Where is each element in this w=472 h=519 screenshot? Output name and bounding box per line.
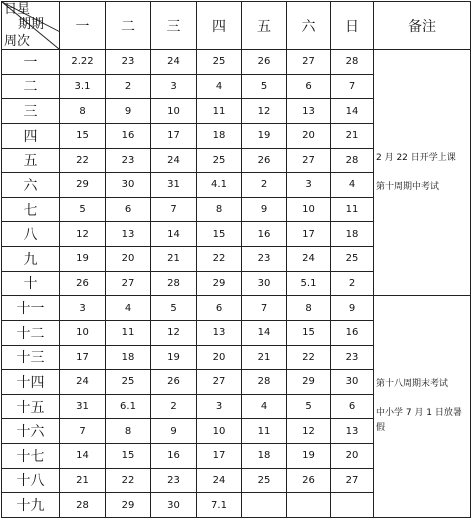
date-cell: 22 (60, 148, 106, 173)
week-number-cell: 二 (2, 74, 60, 99)
date-cell: 2 (331, 271, 374, 296)
date-cell: 9 (151, 419, 197, 444)
day-header: 四 (197, 2, 242, 50)
date-cell: 13 (106, 222, 151, 247)
date-cell: 29 (287, 370, 331, 395)
date-cell: 20 (287, 123, 331, 148)
remarks-header: 备注 (374, 2, 471, 50)
week-number-cell: 三 (2, 99, 60, 124)
date-cell: 15 (287, 320, 331, 345)
remarks-cell (374, 50, 471, 296)
date-cell: 9 (106, 99, 151, 124)
date-cell: 23 (151, 468, 197, 493)
date-cell: 18 (331, 222, 374, 247)
date-cell: 23 (106, 50, 151, 75)
header-row (2, 2, 471, 50)
date-cell (331, 493, 374, 518)
week-number-cell: 十三 (2, 345, 60, 370)
date-cell: 11 (106, 320, 151, 345)
date-cell: 28 (331, 50, 374, 75)
date-cell: 24 (287, 247, 331, 272)
date-cell: 6 (331, 394, 374, 419)
date-cell: 23 (331, 345, 374, 370)
date-cell: 27 (106, 271, 151, 296)
date-cell: 29 (106, 493, 151, 518)
date-cell: 8 (287, 296, 331, 321)
date-cell: 24 (197, 468, 242, 493)
date-cell: 30 (331, 370, 374, 395)
date-cell: 29 (60, 173, 106, 198)
week-number-cell: 九 (2, 247, 60, 272)
day-header: 一 (60, 2, 106, 50)
week-number-cell: 十八 (2, 468, 60, 493)
date-cell: 5 (242, 74, 287, 99)
date-cell (242, 493, 287, 518)
date-cell: 28 (331, 148, 374, 173)
date-cell: 25 (197, 148, 242, 173)
date-cell: 4.1 (197, 173, 242, 198)
date-cell: 25 (331, 247, 374, 272)
date-cell: 9 (242, 197, 287, 222)
date-cell: 17 (197, 444, 242, 469)
date-cell: 27 (197, 370, 242, 395)
date-cell: 10 (151, 99, 197, 124)
week-number-cell: 十七 (2, 444, 60, 469)
date-cell: 15 (106, 444, 151, 469)
date-cell: 22 (106, 468, 151, 493)
week-number-cell: 十二 (2, 320, 60, 345)
day-header: 三 (151, 2, 197, 50)
date-cell: 23 (106, 148, 151, 173)
date-cell: 2 (242, 173, 287, 198)
date-cell: 6.1 (106, 394, 151, 419)
date-cell: 12 (242, 99, 287, 124)
date-cell: 14 (242, 320, 287, 345)
date-cell: 21 (242, 345, 287, 370)
date-cell: 27 (331, 468, 374, 493)
date-cell: 4 (106, 296, 151, 321)
date-cell: 3 (287, 173, 331, 198)
date-cell: 4 (197, 74, 242, 99)
date-cell: 18 (242, 444, 287, 469)
date-cell: 28 (242, 370, 287, 395)
week-number-cell: 五 (2, 148, 60, 173)
date-cell: 2.22 (60, 50, 106, 75)
date-cell: 10 (197, 419, 242, 444)
week-number-cell: 四 (2, 123, 60, 148)
date-cell: 22 (287, 345, 331, 370)
date-cell: 15 (197, 222, 242, 247)
date-cell: 20 (106, 247, 151, 272)
date-cell: 18 (197, 123, 242, 148)
day-header: 日 (331, 2, 374, 50)
date-cell: 28 (60, 493, 106, 518)
date-cell: 30 (151, 493, 197, 518)
date-cell: 7.1 (197, 493, 242, 518)
date-cell: 3 (60, 296, 106, 321)
date-cell: 5.1 (287, 271, 331, 296)
date-cell: 8 (197, 197, 242, 222)
date-cell: 14 (60, 444, 106, 469)
corner-label-bottom: 周次 (4, 34, 31, 49)
week-number-cell: 八 (2, 222, 60, 247)
date-cell: 31 (60, 394, 106, 419)
week-row (2, 50, 471, 75)
day-header: 五 (242, 2, 287, 50)
date-cell: 15 (60, 123, 106, 148)
date-cell: 16 (151, 444, 197, 469)
remark-line: 第十八周期末考试 (376, 379, 449, 390)
week-number-cell: 十一 (2, 296, 60, 321)
date-cell: 21 (60, 468, 106, 493)
date-cell: 18 (106, 345, 151, 370)
week-number-cell: 一 (2, 50, 60, 75)
school-calendar-table (1, 1, 471, 518)
date-cell: 24 (151, 50, 197, 75)
week-number-cell: 六 (2, 173, 60, 198)
date-cell: 8 (106, 419, 151, 444)
calendar-body (2, 50, 471, 518)
day-header: 二 (106, 2, 151, 50)
date-cell: 17 (60, 345, 106, 370)
corner-header-cell (2, 2, 60, 50)
date-cell: 3 (197, 394, 242, 419)
date-cell: 11 (331, 197, 374, 222)
date-cell: 5 (287, 394, 331, 419)
date-cell: 19 (151, 345, 197, 370)
day-header: 六 (287, 2, 331, 50)
week-number-cell: 十五 (2, 394, 60, 419)
date-cell: 25 (106, 370, 151, 395)
date-cell: 25 (197, 50, 242, 75)
date-cell: 8 (60, 99, 106, 124)
date-cell: 21 (331, 123, 374, 148)
date-cell: 7 (151, 197, 197, 222)
date-cell: 16 (331, 320, 374, 345)
date-cell: 16 (106, 123, 151, 148)
week-number-cell: 十六 (2, 419, 60, 444)
date-cell: 31 (151, 173, 197, 198)
date-cell: 12 (60, 222, 106, 247)
remark-line: 第十周期中考试 (376, 181, 440, 192)
date-cell: 4 (242, 394, 287, 419)
week-number-cell: 十九 (2, 493, 60, 518)
date-cell: 6 (197, 296, 242, 321)
date-cell: 12 (151, 320, 197, 345)
date-cell: 11 (197, 99, 242, 124)
date-cell: 7 (242, 296, 287, 321)
date-cell: 16 (242, 222, 287, 247)
date-cell: 26 (242, 50, 287, 75)
corner-label-top: 日星 (4, 2, 31, 17)
date-cell: 6 (106, 197, 151, 222)
date-cell: 17 (287, 222, 331, 247)
date-cell: 9 (331, 296, 374, 321)
date-cell: 23 (242, 247, 287, 272)
date-cell: 19 (60, 247, 106, 272)
remark-line: 2 月 22 日开学上课 (376, 152, 456, 163)
date-cell: 13 (331, 419, 374, 444)
date-cell: 5 (151, 296, 197, 321)
date-cell (287, 493, 331, 518)
date-cell: 24 (60, 370, 106, 395)
date-cell: 6 (287, 74, 331, 99)
date-cell: 11 (242, 419, 287, 444)
date-cell: 26 (151, 370, 197, 395)
date-cell: 30 (106, 173, 151, 198)
week-number-cell: 十 (2, 271, 60, 296)
week-row (2, 296, 471, 321)
date-cell: 19 (242, 123, 287, 148)
date-cell: 19 (287, 444, 331, 469)
date-cell: 5 (60, 197, 106, 222)
date-cell: 26 (287, 468, 331, 493)
date-cell: 10 (60, 320, 106, 345)
date-cell: 27 (287, 148, 331, 173)
date-cell: 26 (60, 271, 106, 296)
date-cell: 3.1 (60, 74, 106, 99)
remark-line: 中小学 7 月 1 日放暑假 (376, 408, 462, 434)
date-cell: 13 (287, 99, 331, 124)
remarks-cell (374, 296, 471, 518)
date-cell: 14 (331, 99, 374, 124)
date-cell: 21 (151, 247, 197, 272)
date-cell: 3 (151, 74, 197, 99)
week-number-cell: 十四 (2, 370, 60, 395)
date-cell: 4 (331, 173, 374, 198)
date-cell: 27 (287, 50, 331, 75)
date-cell: 28 (151, 271, 197, 296)
date-cell: 24 (151, 148, 197, 173)
date-cell: 12 (287, 419, 331, 444)
date-cell: 7 (60, 419, 106, 444)
date-cell: 2 (151, 394, 197, 419)
date-cell: 2 (106, 74, 151, 99)
corner-label-mid: 期期 (18, 17, 45, 32)
date-cell: 29 (197, 271, 242, 296)
date-cell: 10 (287, 197, 331, 222)
date-cell: 7 (331, 74, 374, 99)
date-cell: 20 (331, 444, 374, 469)
date-cell: 20 (197, 345, 242, 370)
date-cell: 26 (242, 148, 287, 173)
date-cell: 25 (242, 468, 287, 493)
date-cell: 17 (151, 123, 197, 148)
week-number-cell: 七 (2, 197, 60, 222)
date-cell: 22 (197, 247, 242, 272)
date-cell: 30 (242, 271, 287, 296)
date-cell: 14 (151, 222, 197, 247)
date-cell: 13 (197, 320, 242, 345)
